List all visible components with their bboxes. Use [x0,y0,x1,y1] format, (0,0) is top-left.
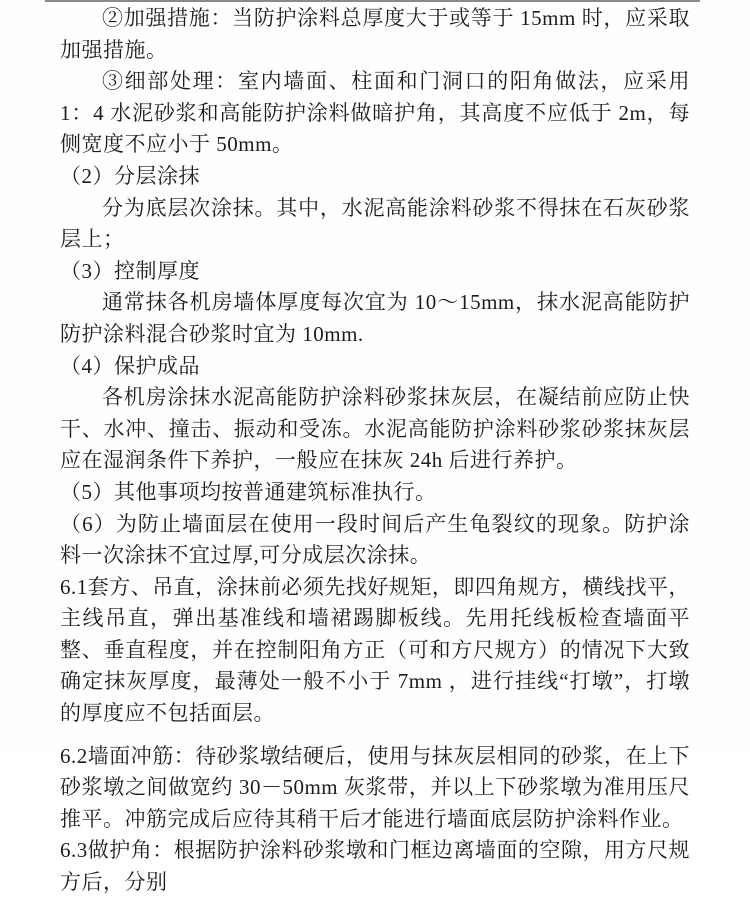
paragraph: （2）分层涂抹 [60,163,200,188]
top-divider [45,0,700,2]
paragraph: 6.3做护角：根据防护涂料砂浆墩和门框边离墙面的空隙，用方尺规方后，分别 [60,838,690,895]
document-body [60,3,690,899]
paragraph: （6）为防止墙面层在使用一段时间后产生龟裂纹的现象。防护涂料一次涂抹不宜过厚,可分成层次涂抹。 [60,511,690,568]
paragraph: 各机房涂抹水泥高能防护涂料砂浆抹灰层，在凝结前应防止快干、水冲、撞击、振动和受冻。水泥高能防护涂料砂浆砂浆抹灰层应在湿润条件下养护，一般应在抹灰 24h 后进行养护。 [60,385,690,473]
paragraph: 通常抹各机房墙体厚度每次宜为 10～15mm，抹水泥高能防护防护涂料混合砂浆时宜为 10mm. [60,290,690,346]
paragraph: 6.2墙面冲筋：待砂浆墩结硬后，使用与抹灰层相同的砂浆，在上下砂浆墩之间做宽约 30－50mm 灰浆带，并以上下砂浆墩为准用压尺推平。冲筋完成后应待其稍干后才能进行墙面底层防护涂料作业。 [60,743,690,831]
paragraph: ②加强措施：当防护涂料总厚度大于或等于 15mm 时，应采取加强措施。 [60,6,690,62]
paragraph: （3）控制厚度 [60,258,200,283]
paragraph: 6.1套方、吊直，涂抹前必须先找好规矩，即四角规方，横线找平，主线吊直，弹出基准线和墙裙踢脚板线。先用托线板检查墙面平整、垂直程度，并在控制阳角方正（可和方尺规方）的情况下大致确定抹灰厚度，最薄处一般不小于 7mm ，进行挂线“打墩”，打墩的厚度应不包括面层。 [60,574,690,726]
paragraph: （5）其他事项均按普通建筑标准执行。 [60,479,437,504]
paragraph: 分为底层次涂抹。其中，水泥高能涂料砂浆不得抹在石灰砂浆层上； [60,195,690,252]
paragraph: （4）保护成品 [60,353,200,378]
paragraph: ③细部处理：室内墙面、柱面和门洞口的阳角做法，应采用 1：4 水泥砂浆和高能防护涂料做暗护角，其高度不应低于 2m，每侧宽度不应小于 50mm。 [60,69,690,157]
